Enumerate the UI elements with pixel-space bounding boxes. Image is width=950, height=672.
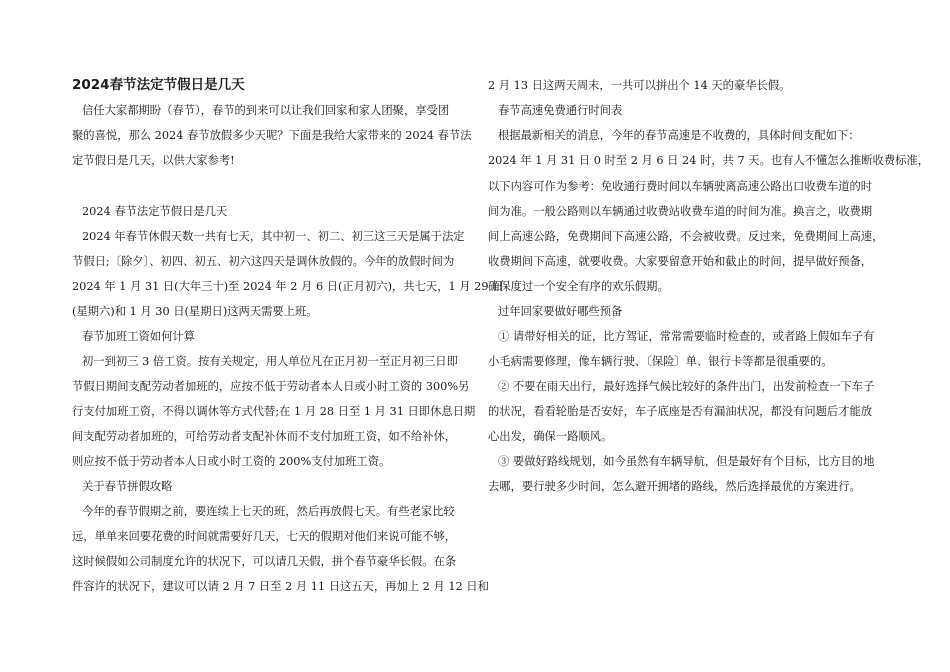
strategy-line-3: 这时候假如公司制度允许的状况下，可以请几天假，拼个春节豪华长假。在条 bbox=[72, 555, 457, 568]
section-heading-overtime: 春节加班工资如何计算 bbox=[82, 330, 195, 343]
highway-line-6: 收费期间下高速，就要收费。大家要留意开始和截止的时间，提早做好预备， bbox=[488, 255, 873, 268]
highway-line-4: 间为准。一般公路则以车辆通过收费站收费车道的时间为准。换言之，收费期 bbox=[488, 205, 873, 218]
strategy-line-1: 今年的春节假期之前，要连续上七天的班，然后再放假七天。有些老家比较 bbox=[82, 505, 455, 518]
page-title: 2024春节法定节假日是几天 bbox=[72, 77, 245, 93]
holiday-line-4: (星期六)和 1 月 30 日(星期日)这两天需要上班。 bbox=[72, 305, 318, 318]
prep-item-2-line-1: ② 不要在雨天出行，最好选择气候比较好的条件出门，出发前检查一下车子 bbox=[498, 380, 875, 393]
overtime-line-4: 间支配劳动者加班的，可给劳动者支配补休而不支付加班工资，如不给补休， bbox=[72, 430, 457, 443]
intro-line-2: 聚的喜悦，那么 2024 春节放假多少天呢？下面是我给大家带来的 2024 春节法 bbox=[72, 129, 472, 142]
overtime-line-1: 初一到初三 3 倍工资。按有关规定，用人单位凡在正月初一至正月初三日即 bbox=[82, 355, 458, 368]
highway-line-2: 2024 年 1 月 31 日 0 时至 2 月 6 日 24 时，共 7 天。也有人不懂怎么推断收费标准， bbox=[488, 154, 930, 167]
highway-line-3: 以下内容可作为参考：免收通行费时间以车辆驶离高速公路出口收费车道的时 bbox=[488, 180, 873, 193]
highway-line-5: 间上高速公路，免费期间下高速公路，不会被收费。反过来，免费期间上高速， bbox=[488, 230, 884, 243]
prep-item-2-line-3: 心出发，确保一路顺风。 bbox=[488, 430, 613, 443]
prep-item-3-line-2: 去哪，要行驶多少时间，怎么避开拥堵的路线，然后选择最优的方案进行。 bbox=[488, 480, 861, 493]
overtime-line-5: 则应按不低于劳动者本人日或小时工资的 200%支付加班工资。 bbox=[72, 455, 391, 468]
strategy-line-5: 2 月 13 日这两天周末，一共可以拼出个 14 天的豪华长假。 bbox=[488, 79, 791, 92]
intro-line-1: 信任大家都期盼（春节），春节的到来可以让我们回家和家人团聚，享受团 bbox=[82, 104, 450, 117]
prep-item-1-line-1: ① 请带好相关的证，比方驾证，常常需要临时检查的，或者路上假如车子有 bbox=[498, 330, 875, 343]
holiday-line-3: 2024 年 1 月 31 日(大年三十)至 2024 年 2 月 6 日(正月初六)，共七天，1 月 29 日 bbox=[72, 280, 504, 293]
overtime-line-2: 节假日期间支配劳动者加班的，应按不低于劳动者本人日或小时工资的 300%另 bbox=[72, 380, 470, 393]
section-heading-leave-strategy: 关于春节拼假攻略 bbox=[82, 480, 173, 493]
section-heading-holiday-days: 2024 春节法定节假日是几天 bbox=[82, 205, 228, 218]
highway-line-7: 确保度过一个安全有序的欢乐假期。 bbox=[488, 280, 669, 293]
prep-item-3-line-1: ③ 要做好路线规划，如今虽然有车辆导航，但是最好有个目标，比方目的地 bbox=[498, 455, 875, 468]
overtime-line-3: 行支付加班工资，不得以调休等方式代替;在 1 月 28 日至 1 月 31 日即休息日期 bbox=[72, 405, 476, 418]
highway-line-1: 根据最新相关的消息，今年的春节高速是不收费的，具体时间支配如下： bbox=[498, 129, 860, 142]
strategy-line-4: 件容许的状况下，建议可以请 2 月 7 日至 2 月 11 日这五天，再加上 2 月 12 日和 bbox=[72, 580, 489, 593]
section-heading-preparation: 过年回家要做好哪些预备 bbox=[498, 305, 623, 318]
intro-line-3: 定节假日是几天，以供大家参考! bbox=[72, 154, 235, 167]
prep-item-1-line-2: 小毛病需要修理，像车辆行驶、〔保险〕单、银行卡等都是很重要的。 bbox=[488, 355, 833, 368]
strategy-line-2: 远，単单来回要花费的时间就需要好几天，七天的假期对他们来说可能不够， bbox=[72, 530, 457, 543]
prep-item-2-line-2: 的状况，看看轮胎是否安好，车子底座是否有漏油状况，都没有问题后才能放 bbox=[488, 405, 873, 418]
section-heading-highway: 春节高速免费通行时间表 bbox=[498, 104, 623, 117]
holiday-line-2: 节假日;〔除夕〕、初四、初五、初六这四天是调休放假的。今年的放假时间为 bbox=[72, 255, 455, 268]
holiday-line-1: 2024 年春节休假天数一共有七天，其中初一、初二、初三这三天是属于法定 bbox=[82, 230, 465, 243]
